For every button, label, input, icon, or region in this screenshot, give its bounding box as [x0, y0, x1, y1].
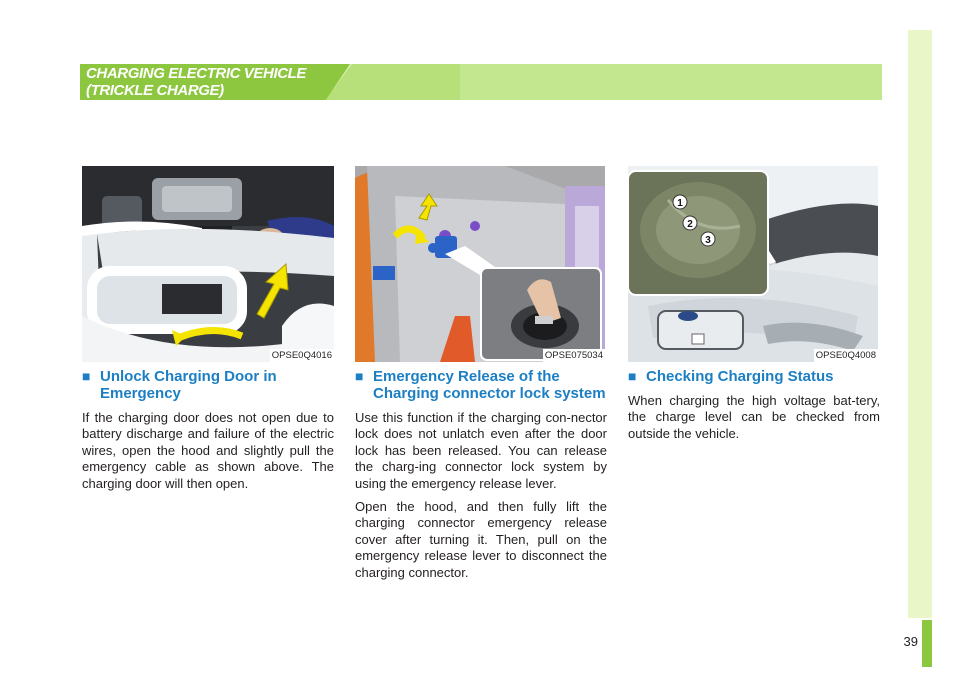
- banner-title-line1: CHARGING ELECTRIC VEHICLE: [86, 65, 307, 82]
- page-number: 39: [903, 634, 918, 649]
- figure-code: OPSE075034: [544, 350, 603, 361]
- body-paragraph: If the charging door does not open due to battery discharge and failure of the electric wires, open the hood and slightly pull the emergency cable as shown above. The charging door will then open.: [82, 410, 334, 491]
- charge-status-illustration: [628, 166, 878, 362]
- figure-charging-connector: [355, 166, 605, 362]
- section-banner: [80, 64, 882, 100]
- heading-marker: ■: [628, 368, 637, 384]
- body-paragraph: When charging the high voltage bat-tery, the charge level can be checked from outside the vehicle.: [628, 393, 880, 441]
- figure-code: OPSE0Q4016: [271, 350, 332, 361]
- section-heading: [628, 368, 880, 385]
- charging-connector-illustration: [355, 166, 605, 362]
- body-paragraph: Open the hood, and then fully lift the charging connector emergency release cover after turning it. Then, pull on the emergency release lever to disconnect the charging connector.: [355, 499, 607, 580]
- banner-title: [86, 65, 346, 99]
- section-checking-charging-status: [628, 368, 880, 449]
- heading-text: Checking Charging Status: [646, 368, 834, 385]
- banner-title-line2: (TRICKLE CHARGE): [86, 82, 224, 99]
- figure-charge-status: [628, 166, 878, 362]
- heading-marker: ■: [355, 368, 364, 384]
- callout-1: 1: [677, 198, 683, 209]
- section-emergency-release: [355, 368, 607, 588]
- heading-marker: ■: [82, 368, 91, 384]
- section-heading: [82, 368, 334, 402]
- engine-bay-illustration: [82, 166, 334, 362]
- section-heading: [355, 368, 607, 402]
- heading-text: Unlock Charging Door in Emergency: [100, 368, 277, 402]
- heading-text: Emergency Release of the Charging connector lock system: [373, 368, 606, 402]
- figure-code: OPSE0Q4008: [815, 350, 876, 361]
- body-paragraph: Use this function if the charging con-nector lock does not unlatch even after the door lock has been released. You can release the charg-ing connector lock system by using the emergency release lever.: [355, 410, 607, 491]
- page-tab-marker: [922, 620, 932, 667]
- figure-engine-bay: [82, 166, 334, 362]
- side-band: [908, 30, 932, 618]
- callout-3: 3: [705, 235, 711, 246]
- section-unlock-charging-door: [82, 368, 334, 499]
- callout-2: 2: [687, 219, 693, 230]
